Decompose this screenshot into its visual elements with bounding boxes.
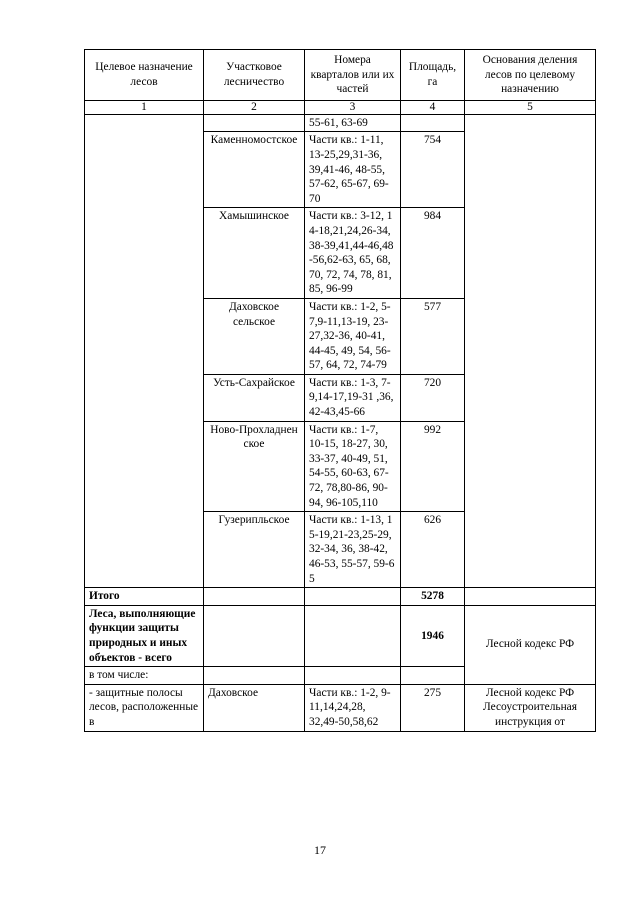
header-forestry: Участковое лесничество (204, 50, 305, 101)
quarters-cell: 55-61, 63-69 (305, 114, 401, 132)
empty-cell (204, 667, 305, 685)
protective-label: Леса, выполняющие функции защиты природных и иных объектов - всего (85, 605, 204, 666)
forestry-cell: Даховское (204, 684, 305, 731)
forestry-cell: Усть-Сахрайское (204, 374, 305, 421)
forestry-cell: Хамышинское (204, 208, 305, 299)
header-row (85, 50, 596, 101)
header-purpose: Целевое назначение лесов (85, 50, 204, 101)
empty-cell (204, 588, 305, 606)
forestry-cell: Даховское сельское (204, 298, 305, 374)
area-cell (401, 114, 465, 132)
protective-area: 1946 (401, 605, 465, 666)
column-number: 3 (305, 100, 401, 114)
column-number: 4 (401, 100, 465, 114)
empty-cell (204, 605, 305, 666)
empty-cell (305, 667, 401, 685)
column-number-row (85, 100, 596, 114)
area-cell: 626 (401, 512, 465, 588)
area-cell: 275 (401, 684, 465, 731)
quarters-cell: Части кв.: 1-2, 5-7,9-11,13-19, 23-27,32-36, 40-41, 44-45, 49, 54, 56-57, 64, 72, 74-79 (305, 298, 401, 374)
forestry-cell: Каменномостское (204, 132, 305, 208)
empty-cell (305, 605, 401, 666)
empty-cell (465, 588, 596, 606)
quarters-cell: Части кв.: 1-2, 9-11,14,24,28, 32,49-50,58,62 (305, 684, 401, 731)
purpose-cell-empty (85, 114, 204, 587)
area-cell: 984 (401, 208, 465, 299)
forestry-cell: Ново-Прохладненское (204, 421, 305, 512)
header-quarters: Номера кварталов или их частей (305, 50, 401, 101)
forestry-cell: Гузерипльское (204, 512, 305, 588)
protective-strips-row (85, 684, 596, 731)
area-cell: 577 (401, 298, 465, 374)
area-cell: 992 (401, 421, 465, 512)
column-number: 2 (204, 100, 305, 114)
basis-cell-empty (465, 114, 596, 587)
empty-cell (305, 588, 401, 606)
page-number: 17 (314, 843, 326, 857)
empty-cell (401, 667, 465, 685)
table-row (85, 114, 596, 132)
column-number: 1 (85, 100, 204, 114)
basis-line: Лесоустроительная инструкция от (483, 701, 577, 728)
basis-cell (465, 684, 596, 731)
forest-purpose-table (84, 49, 596, 732)
protective-forests-row (85, 605, 596, 666)
column-number: 5 (465, 100, 596, 114)
protective-basis: Лесной кодекс РФ (465, 605, 596, 684)
quarters-cell: Части кв.: 3-12, 14-18,21,24,26-34,38-39,41,44-46,48-56,62-63, 65, 68, 70, 72, 74, 78, 81, 85, 96-99 (305, 208, 401, 299)
area-cell: 720 (401, 374, 465, 421)
basis-line: Лесной кодекс РФ (485, 686, 575, 699)
quarters-cell: Части кв.: 1-11, 13-25,29,31-36, 39,41-46, 48-55, 57-62, 65-67, 69-70 (305, 132, 401, 208)
total-area: 5278 (401, 588, 465, 606)
total-row (85, 588, 596, 606)
quarters-cell: Части кв.: 1-7, 10-15, 18-27, 30, 33-37, 40-49, 51, 54-55, 60-63, 67-72, 78,80-86, 90-94, 96-105,110 (305, 421, 401, 512)
area-cell: 754 (401, 132, 465, 208)
quarters-cell: Части кв.: 1-13, 15-19,21-23,25-29,32-34, 36, 38-42, 46-53, 55-57, 59-65 (305, 512, 401, 588)
strips-label: - защитные полосы лесов, расположенные в (85, 684, 204, 731)
header-area: Площадь, га (401, 50, 465, 101)
header-basis: Основания деления лесов по целевому назначению (465, 50, 596, 101)
including-label: в том числе: (85, 667, 204, 685)
forestry-cell (204, 114, 305, 132)
quarters-cell: Части кв.: 1-3, 7-9,14-17,19-31 ,36,42-43,45-66 (305, 374, 401, 421)
total-label: Итого (85, 588, 204, 606)
